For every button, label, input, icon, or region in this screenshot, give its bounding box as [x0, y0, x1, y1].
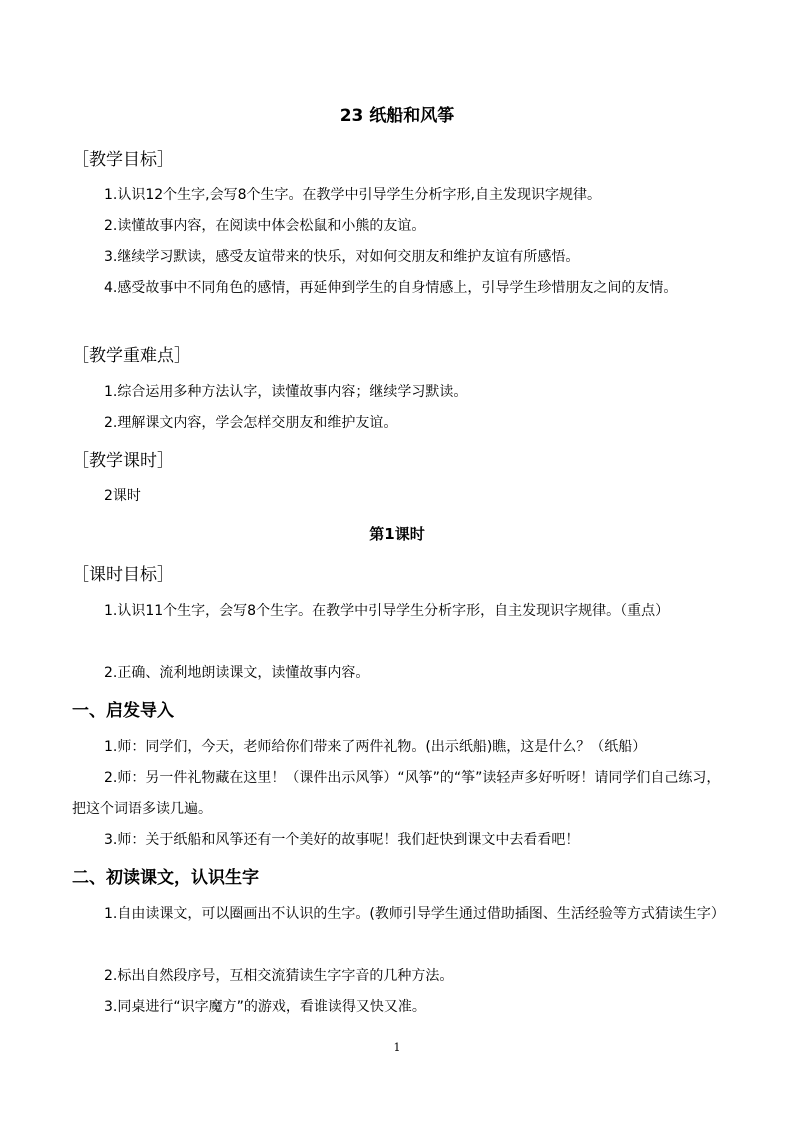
reading-item-2: 2.标出自然段序号，互相交流猜读生字字音的几种方法。 [104, 968, 454, 984]
reading-item-3: 3.同桌进行“识字魔方”的游戏，看谁读得又快又准。 [104, 999, 426, 1015]
section-heading-key-points: ［教学重难点］ [72, 346, 191, 366]
lesson-goal-item-1: 1.认识11个生字，会写8个生字。在教学中引导学生分析字形，自主发现识字规律。（重点） [104, 603, 670, 619]
teaching-hours-value: 2课时 [104, 488, 141, 504]
lesson-goal-item-2: 2.正确、流利地朗读课文，读懂故事内容。 [104, 665, 370, 681]
section-heading-introduction: 一、启发导入 [72, 701, 174, 721]
lesson-1-title: 第1课时 [369, 525, 425, 543]
goal-item-2: 2.读懂故事内容，在阅读中体会松鼠和小熊的友谊。 [104, 218, 426, 234]
intro-item-3: 3.师：关于纸船和风筝还有一个美好的故事呢！我们赶快到课文中去看看吧！ [104, 832, 580, 848]
goal-item-1: 1.认识12个生字,会写8个生字。在教学中引导学生分析字形,自主发现识字规律。 [104, 187, 601, 203]
keypoint-item-2: 2.理解课文内容，学会怎样交朋友和维护友谊。 [104, 415, 398, 431]
section-heading-lesson-goals: ［课时目标］ [72, 565, 174, 585]
intro-item-1: 1.师：同学们，今天，老师给你们带来了两件礼物。(出示纸船)瞧，这是什么？（纸船） [104, 739, 647, 755]
reading-item-1: 1.自由读课文，可以圈画出不认识的生字。(教师引导学生通过借助插图、生活经验等方式猜读生字） [104, 906, 725, 922]
goal-item-4: 4.感受故事中不同角色的感情，再延伸到学生的自身情感上，引导学生珍惜朋友之间的友情。 [104, 280, 678, 296]
section-heading-teaching-hours: ［教学课时］ [72, 451, 174, 471]
document-title: 23 纸船和风筝 [339, 106, 455, 126]
goal-item-3: 3.继续学习默读，感受友谊带来的快乐，对如何交朋友和维护友谊有所感悟。 [104, 249, 580, 265]
page-number: 1 [393, 1041, 401, 1054]
section-heading-first-reading: 二、初读课文，认识生字 [72, 868, 259, 888]
section-heading-teaching-goals: ［教学目标］ [72, 150, 174, 170]
keypoint-item-1: 1.综合运用多种方法认字，读懂故事内容；继续学习默读。 [104, 384, 468, 400]
intro-item-2: 2.师：另一件礼物藏在这里！（课件出示风筝）“风筝”的“筝”读轻声多好听呀！请同学们自己练习，把这个词语多读几遍。 [72, 770, 721, 817]
